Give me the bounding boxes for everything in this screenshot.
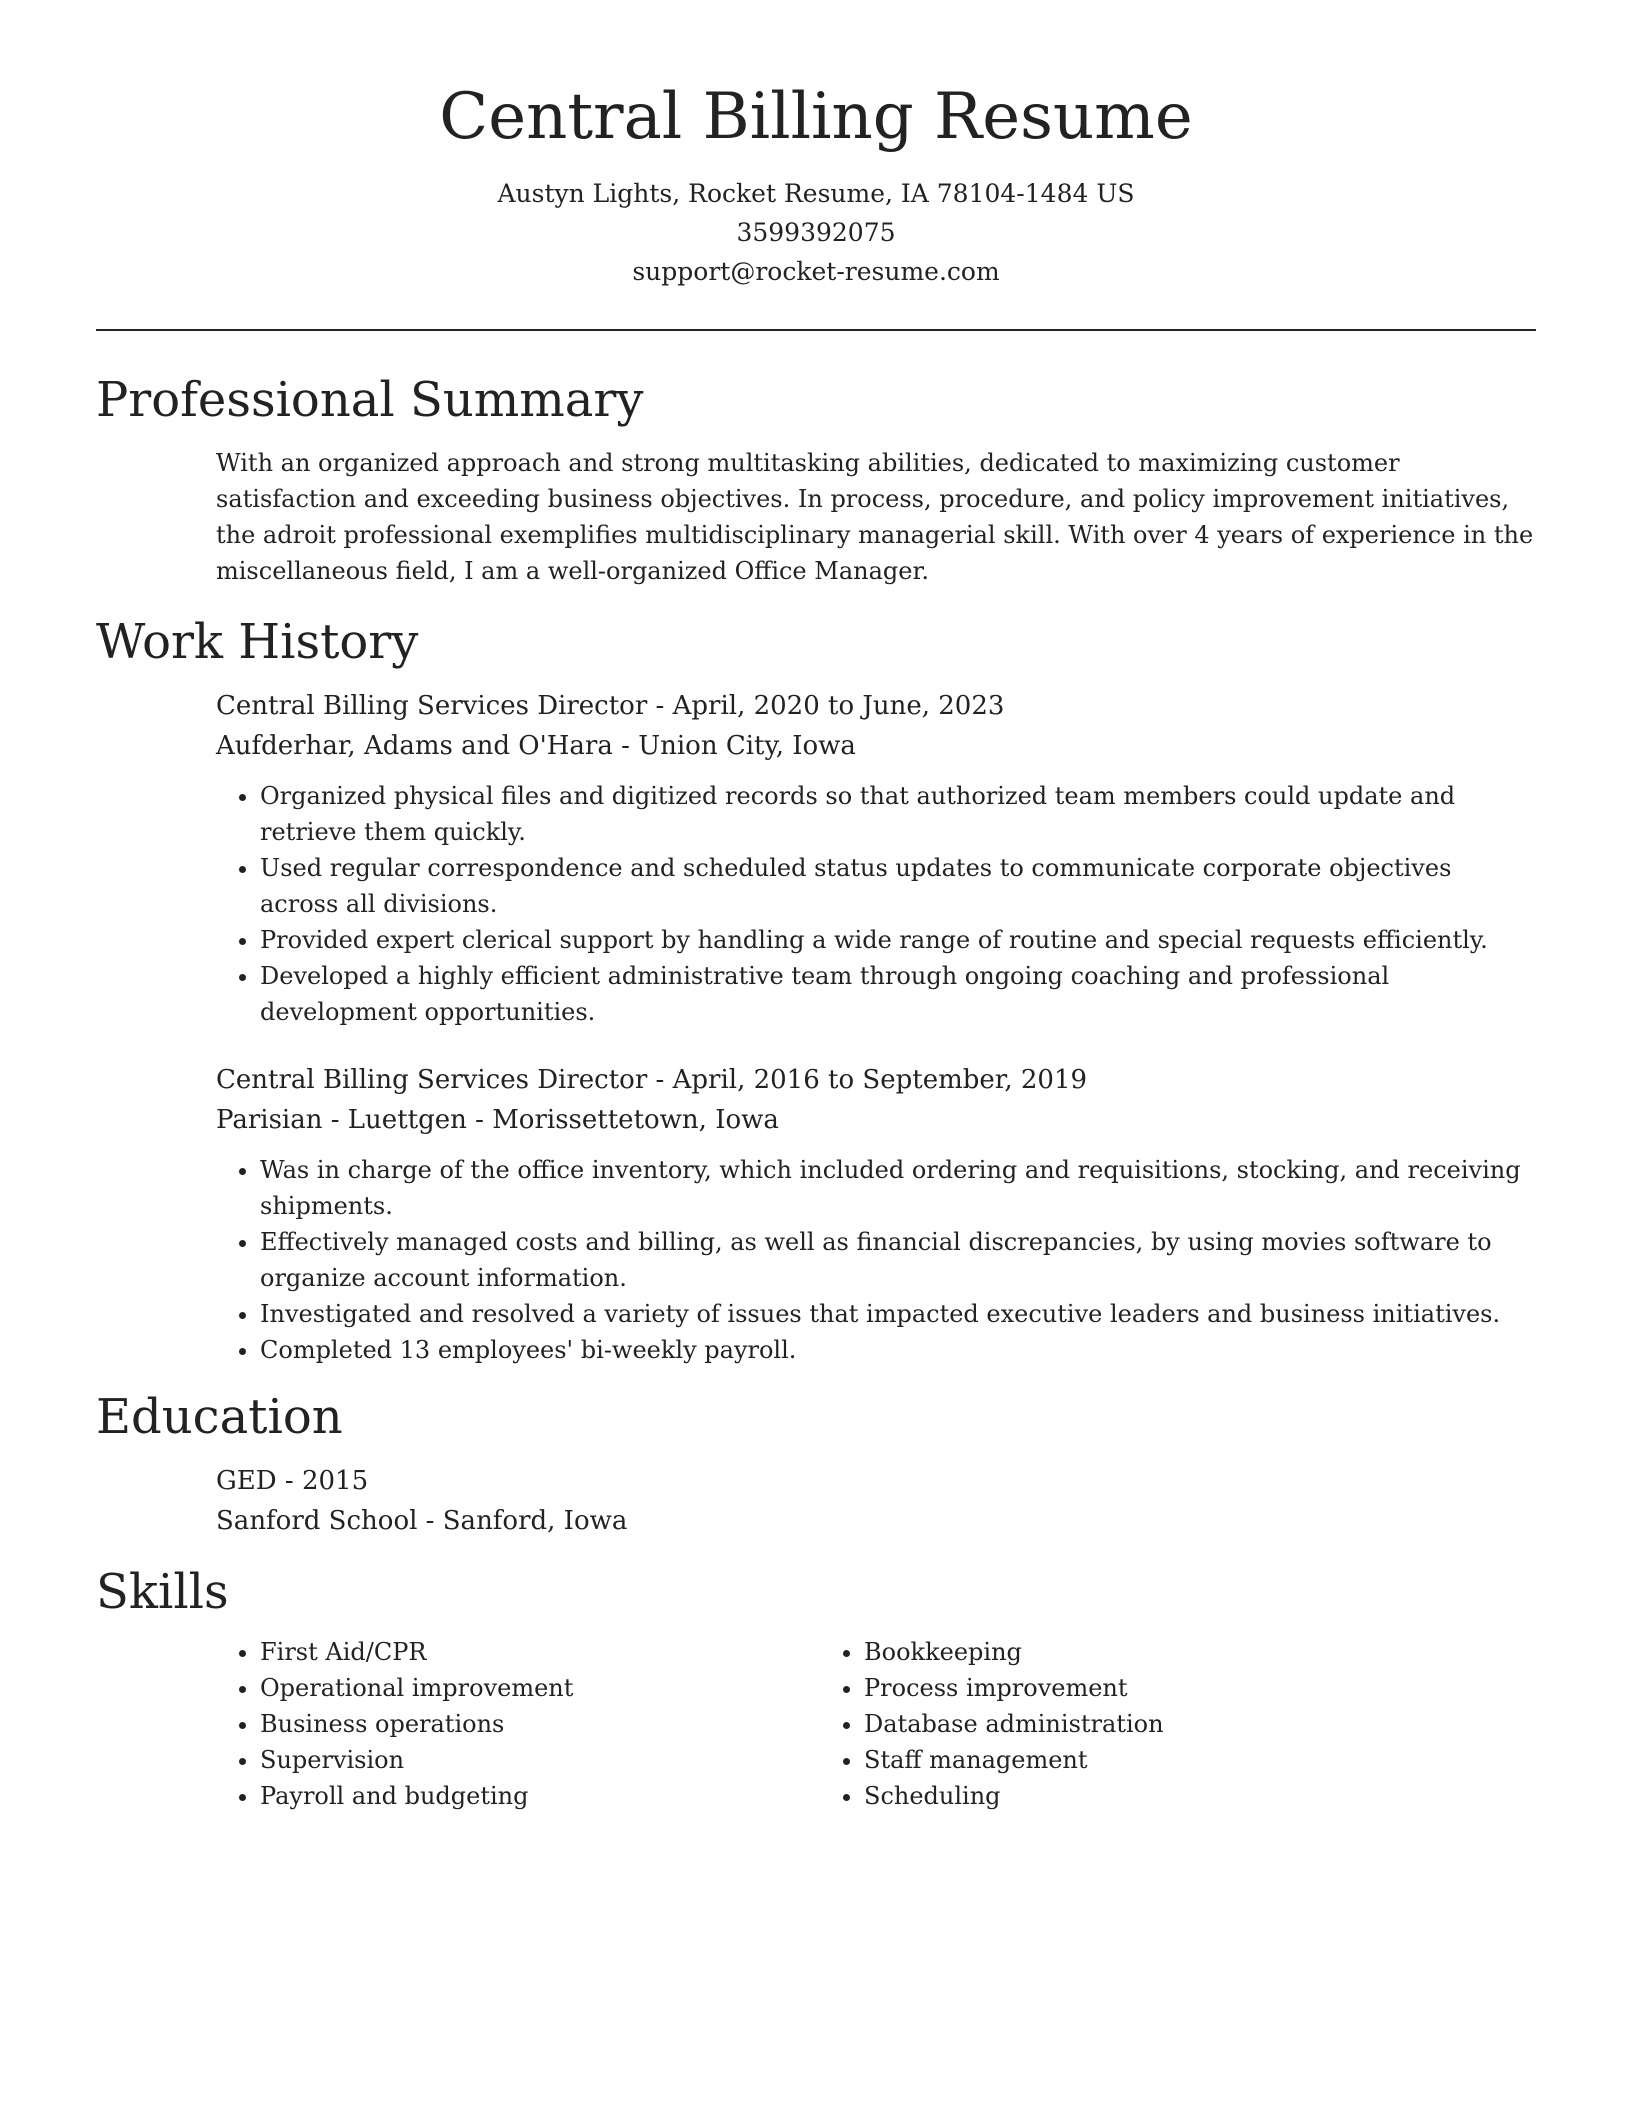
job-bullets [216,1152,1536,1368]
job-bullet: • Used regular correspondence and scheduled status updates to communicate corporate objectives across all divisions. [260,850,1536,922]
job-dates: April, 2016 to September, 2019 [672,1064,1088,1095]
skill-item: • Business operations [260,1706,820,1742]
contact-block [0,174,1632,291]
skills-column-right [820,1634,1424,1814]
skills-column-left [216,1634,820,1814]
job-entry [0,1060,1632,1368]
job-company-line: Aufderhar, Adams and O'Hara - Union City, Iowa [216,730,856,761]
summary-text: With an organized approach and strong multitasking abilities, dedicated to maximizing customer satisfaction and exceeding business objectives. In process, procedure, and policy improvement initiatives, the adroit professional exemplifies multidisciplinary managerial skill. With over 4 years of experience in the miscellaneous field, I am a well-organized Office Manager. [216,448,1534,585]
job-location: Morissettetown, Iowa [492,1104,779,1135]
job-dates: April, 2020 to June, 2023 [672,690,1005,721]
skill-item: • Payroll and budgeting [260,1778,820,1814]
job-bullets [216,778,1536,1030]
section-title-education: Education [96,1388,343,1445]
job-bullet: • Effectively managed costs and billing, as well as financial discrepancies, by using movies software to organize account information. [260,1224,1536,1296]
contact-phone: 3599392075 [736,218,896,248]
header-divider [96,329,1536,331]
section-title-work-history: Work History [96,613,419,670]
skill-item: • Process improvement [864,1670,1424,1706]
education-school-line: Sanford School - Sanford, Iowa [216,1505,628,1536]
job-bullet: • Investigated and resolved a variety of issues that impacted executive leaders and business initiatives. [260,1296,1536,1332]
contact-address: Austyn Lights, Rocket Resume, IA 78104-1484 US [497,179,1135,209]
skill-item: • Database administration [864,1706,1424,1742]
section-title-summary: Professional Summary [96,372,644,429]
contact-email: support@rocket-resume.com [632,257,1000,287]
job-title-line: Central Billing Services Director - April, 2016 to September, 2019 [216,1064,1088,1095]
skill-item: • Scheduling [864,1778,1424,1814]
skill-item: • Supervision [260,1742,820,1778]
job-role: Central Billing Services Director [216,1064,648,1095]
education-year: 2015 [301,1465,369,1496]
job-bullet: • Was in charge of the office inventory, which included ordering and requisitions, stocking, and receiving shipments. [260,1152,1536,1224]
education-location: Sanford, Iowa [442,1505,628,1536]
resume-header [0,0,1632,291]
job-bullet: • Organized physical files and digitized records so that authorized team members could update and retrieve them quickly. [260,778,1536,850]
skill-item: • Operational improvement [260,1670,820,1706]
education-school: Sanford School [216,1505,418,1536]
job-company: Parisian - Luettgen [216,1104,467,1135]
job-bullet: • Completed 13 employees' bi-weekly payroll. [260,1332,1536,1368]
education-entry [0,1461,1632,1541]
job-title-line: Central Billing Services Director - April, 2020 to June, 2023 [216,690,1005,721]
skills-grid [0,1634,1632,1814]
section-title-skills: Skills [96,1563,229,1620]
resume-title: Central Billing Resume [439,80,1193,154]
job-bullet: • Provided expert clerical support by handling a wide range of routine and special requests efficiently. [260,922,1536,958]
job-location: Union City, Iowa [638,730,856,761]
education-degree-line: GED - 2015 [216,1465,369,1496]
skill-item: • Bookkeeping [864,1634,1424,1670]
job-bullet: • Developed a highly efficient administrative team through ongoing coaching and professional development opportunities. [260,958,1536,1030]
job-company-line: Parisian - Luettgen - Morissettetown, Iowa [216,1104,779,1135]
education-degree: GED [216,1465,277,1496]
skill-item: • First Aid/CPR [260,1634,820,1670]
job-role: Central Billing Services Director [216,690,648,721]
skill-item: • Staff management [864,1742,1424,1778]
job-entry [0,686,1632,1030]
job-company: Aufderhar, Adams and O'Hara [216,730,613,761]
